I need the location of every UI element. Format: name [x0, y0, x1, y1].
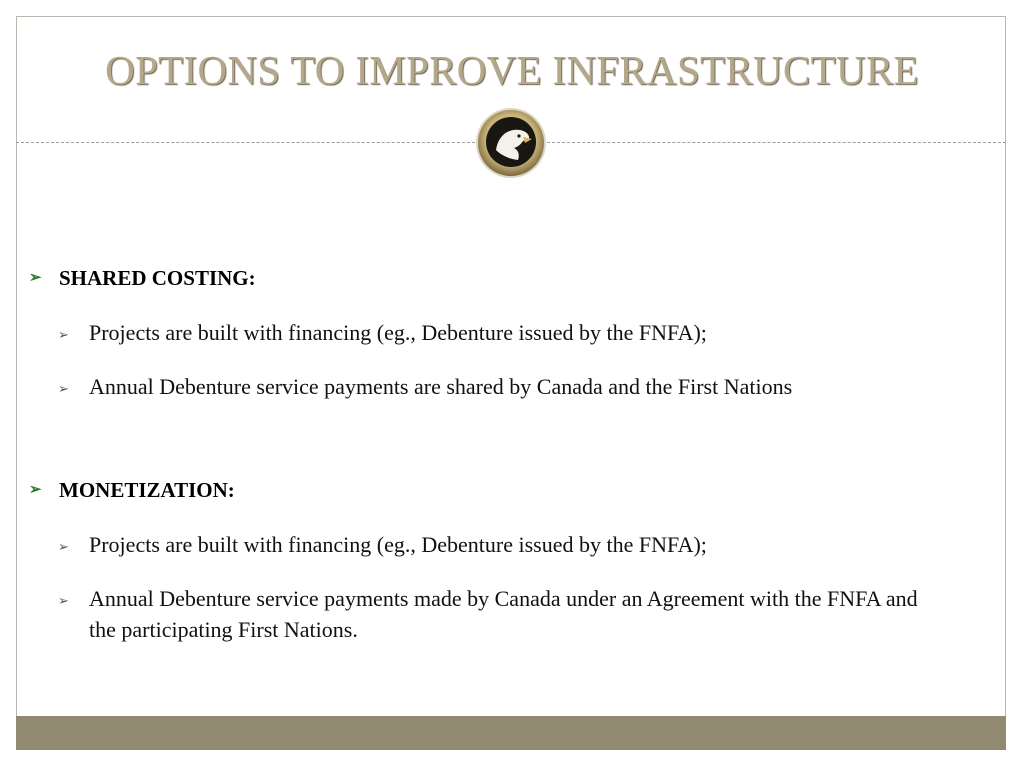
- eagle-emblem-icon: [474, 106, 548, 180]
- arrow-bullet-icon: ➢: [58, 539, 69, 554]
- list-item: [58, 583, 938, 645]
- arrow-bullet-icon: ➢: [29, 270, 42, 286]
- list-item: [58, 317, 938, 350]
- list-item-text: Projects are built with financing (eg., Debenture issued by the FNFA);: [89, 320, 707, 345]
- list-item-text: Projects are built with financing (eg., Debenture issued by the FNFA);: [89, 532, 707, 557]
- list-item-text: Annual Debenture service payments made by Canada under an Agreement with the FNFA and the participating First Nations.: [89, 586, 918, 642]
- list-item: [58, 529, 938, 562]
- section-heading-shared-costing: [29, 266, 256, 291]
- footer-band: [16, 716, 1006, 750]
- arrow-bullet-icon: ➢: [58, 327, 69, 342]
- list-item-text: Annual Debenture service payments are shared by Canada and the First Nations: [89, 374, 793, 399]
- section-heading-label: MONETIZATION:: [59, 478, 235, 502]
- slide-title: OPTIONS TO IMPROVE INFRASTRUCTURE: [105, 47, 919, 93]
- section-heading-monetization: [29, 478, 235, 503]
- list-item: [58, 371, 938, 404]
- arrow-bullet-icon: ➢: [58, 381, 69, 396]
- arrow-bullet-icon: ➢: [29, 482, 42, 498]
- arrow-bullet-icon: ➢: [58, 593, 69, 608]
- section-heading-label: SHARED COSTING:: [59, 266, 256, 290]
